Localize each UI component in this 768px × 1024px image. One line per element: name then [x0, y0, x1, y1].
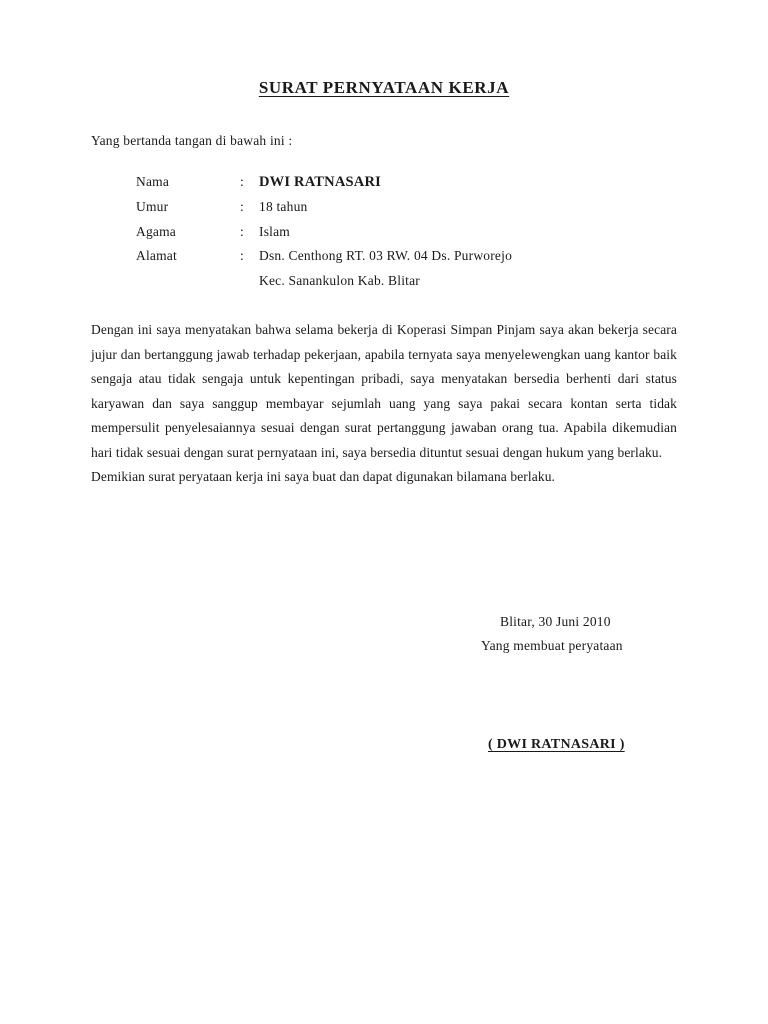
field-value-address-line2: Kec. Sanankulon Kab. Blitar — [259, 273, 420, 288]
field-label: Nama — [136, 174, 170, 189]
field-colon: : — [240, 248, 244, 263]
field-colon: : — [240, 199, 244, 214]
signer-name: ( DWI RATNASARI ) — [488, 737, 625, 752]
signer-label: Yang membuat peryataan — [481, 638, 623, 653]
field-value-age: 18 tahun — [259, 199, 308, 214]
field-label: Agama — [136, 224, 176, 239]
statement-paragraph: Dengan ini saya menyatakan bahwa selama bekerja di Koperasi Simpan Pinjam saya akan bekerja secara jujur dan bertanggung jawab terhadap pekerjaan, apabila ternyata saya menyelewengkan uang kantor baik sengaja atau tidak sengaja untuk kepentingan pribadi, saya menyatakan bersedia berhenti dari status karyawan dan saya sanggup membayar sejumlah uang yang saya pakai secara kontan serta tidak mempersulit penyelesaiannya sesuai dengan surat pertanggung jawaban orang tua. Apabila dikemudian hari tidak sesuai dengan surat pernyataan ini, saya bersedia dituntut sesuai dengan hukum yang berlaku. — [91, 322, 677, 460]
field-colon: : — [240, 174, 244, 189]
field-label: Umur — [136, 199, 169, 214]
closing-sentence: Demikian surat peryataan kerja ini saya buat dan dapat digunakan bilamana berlaku. — [91, 469, 556, 484]
intro-text: Yang bertanda tangan di bawah ini : — [91, 133, 293, 148]
statement-body — [91, 318, 677, 490]
field-value-religion: Islam — [259, 224, 290, 239]
field-value-name: DWI RATNASARI — [259, 174, 381, 190]
field-colon: : — [240, 224, 244, 239]
document-title: SURAT PERNYATAAN KERJA — [258, 78, 510, 97]
field-value-address: Dsn. Centhong RT. 03 RW. 04 Ds. Purworejo — [259, 248, 513, 263]
place-and-date: Blitar, 30 Juni 2010 — [500, 614, 611, 629]
field-label: Alamat — [136, 248, 177, 263]
